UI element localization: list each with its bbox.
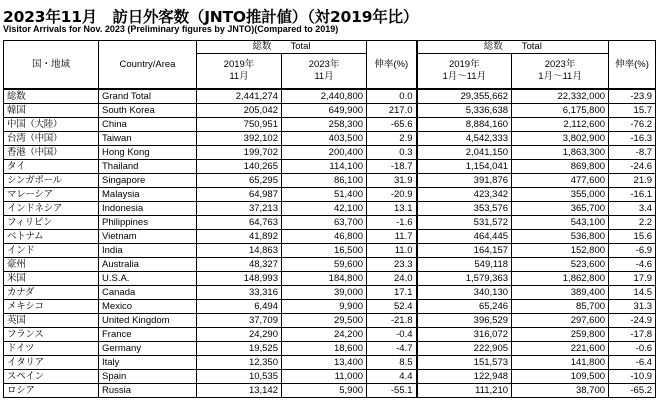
cell-country-en: Vietnam: [99, 230, 197, 244]
table-row: [4, 384, 656, 398]
cell-ytd-2023: 38,700: [512, 384, 609, 398]
cell-country-jp: カナダ: [4, 286, 99, 300]
cell-month-2019: 12,350: [197, 356, 282, 370]
cell-ytd-2023: 297,600: [512, 314, 609, 328]
cell-growth-month: 2.9: [367, 132, 417, 146]
cell-country-jp: フランス: [4, 328, 99, 342]
cell-month-2023: 13,400: [282, 356, 367, 370]
cell-ytd-2023: 85,700: [512, 300, 609, 314]
cell-ytd-2023: 109,500: [512, 370, 609, 384]
table-row: [4, 300, 656, 314]
header-growth-month: 伸率(%): [367, 41, 417, 90]
cell-ytd-2019: 391,876: [417, 174, 512, 188]
cell-growth-ytd: -6.4: [609, 356, 656, 370]
cell-month-2019: 750,951: [197, 118, 282, 132]
cell-growth-month: 0.0: [367, 89, 417, 104]
cell-ytd-2019: 423,342: [417, 188, 512, 202]
cell-month-2019: 19,525: [197, 342, 282, 356]
cell-month-2019: 33,316: [197, 286, 282, 300]
header-ytd-2019: [417, 54, 512, 90]
cell-country-jp: 豪州: [4, 258, 99, 272]
cell-ytd-2019: 164,157: [417, 244, 512, 258]
page-title: 2023年11月 訪日外客数（JNTO推計値）（対2019年比）: [3, 8, 419, 26]
cell-country-jp: タイ: [4, 160, 99, 174]
cell-country-en: Canada: [99, 286, 197, 300]
cell-country-jp: 台湾（中国）: [4, 132, 99, 146]
header-group-month: 総数 Total: [197, 41, 367, 54]
cell-ytd-2019: 4,542,333: [417, 132, 512, 146]
cell-growth-ytd: 15.7: [609, 104, 656, 118]
table-row: [4, 132, 656, 146]
header-month-2023-line1: 2023年: [308, 59, 340, 70]
cell-month-2019: 24,290: [197, 328, 282, 342]
cell-month-2023: 114,100: [282, 160, 367, 174]
cell-country-en: Philippines: [99, 216, 197, 230]
cell-ytd-2019: 2,041,150: [417, 146, 512, 160]
cell-ytd-2023: 1,863,300: [512, 146, 609, 160]
cell-month-2023: 649,900: [282, 104, 367, 118]
cell-growth-ytd: -16.3: [609, 132, 656, 146]
cell-month-2023: 2,440,800: [282, 89, 367, 104]
table-row: [4, 286, 656, 300]
table-row: [4, 160, 656, 174]
cell-month-2023: 24,200: [282, 328, 367, 342]
cell-month-2019: 10,535: [197, 370, 282, 384]
cell-month-2023: 11,000: [282, 370, 367, 384]
table-row: [4, 328, 656, 342]
cell-country-en: Malaysia: [99, 188, 197, 202]
cell-growth-month: 31.9: [367, 174, 417, 188]
cell-month-2019: 37,709: [197, 314, 282, 328]
cell-growth-ytd: -17.8: [609, 328, 656, 342]
cell-country-en: France: [99, 328, 197, 342]
cell-country-en: Taiwan: [99, 132, 197, 146]
cell-month-2023: 39,000: [282, 286, 367, 300]
cell-month-2019: 199,702: [197, 146, 282, 160]
cell-month-2019: 2,441,274: [197, 89, 282, 104]
cell-month-2023: 403,500: [282, 132, 367, 146]
cell-country-jp: 米国: [4, 272, 99, 286]
cell-ytd-2023: 221,600: [512, 342, 609, 356]
table-header: [4, 41, 656, 90]
cell-country-jp: 総数: [4, 89, 99, 104]
cell-growth-month: 0.3: [367, 146, 417, 160]
cell-month-2023: 18,600: [282, 342, 367, 356]
cell-growth-ytd: 14.5: [609, 286, 656, 300]
cell-ytd-2019: 65,246: [417, 300, 512, 314]
header-month-2019-line1: 2019年: [223, 59, 255, 70]
cell-ytd-2023: 355,000: [512, 188, 609, 202]
cell-country-en: Thailand: [99, 160, 197, 174]
cell-month-2019: 37,213: [197, 202, 282, 216]
table-row: [4, 342, 656, 356]
header-month-2019: [197, 54, 282, 90]
cell-ytd-2019: 151,573: [417, 356, 512, 370]
cell-month-2023: 16,500: [282, 244, 367, 258]
table-row: [4, 370, 656, 384]
cell-ytd-2023: 523,600: [512, 258, 609, 272]
cell-month-2019: 41,892: [197, 230, 282, 244]
cell-month-2023: 258,300: [282, 118, 367, 132]
table-row: [4, 146, 656, 160]
cell-growth-month: -1.6: [367, 216, 417, 230]
cell-country-jp: インド: [4, 244, 99, 258]
cell-growth-month: -0.4: [367, 328, 417, 342]
cell-ytd-2023: 22,332,000: [512, 89, 609, 104]
cell-month-2023: 200,400: [282, 146, 367, 160]
cell-month-2019: 65,295: [197, 174, 282, 188]
cell-ytd-2023: 477,600: [512, 174, 609, 188]
cell-growth-month: 52.4: [367, 300, 417, 314]
cell-ytd-2023: 869,800: [512, 160, 609, 174]
table-row: [4, 314, 656, 328]
header-growth-ytd: 伸率(%): [609, 41, 656, 90]
cell-growth-month: 23.3: [367, 258, 417, 272]
header-ytd-2019-line2: 1月～11月: [442, 71, 487, 82]
cell-country-en: Indonesia: [99, 202, 197, 216]
cell-month-2019: 64,987: [197, 188, 282, 202]
cell-month-2019: 140,265: [197, 160, 282, 174]
header-ytd-2023-line2: 1月～11月: [538, 71, 582, 82]
header-group-ytd: 総数 Total: [417, 41, 609, 54]
cell-growth-ytd: -24.6: [609, 160, 656, 174]
cell-ytd-2019: 353,576: [417, 202, 512, 216]
cell-growth-month: -18.7: [367, 160, 417, 174]
cell-month-2023: 42,100: [282, 202, 367, 216]
cell-growth-ytd: 21.9: [609, 174, 656, 188]
cell-country-en: Singapore: [99, 174, 197, 188]
cell-growth-month: -4.7: [367, 342, 417, 356]
cell-growth-ytd: 2.2: [609, 216, 656, 230]
cell-ytd-2019: 340,130: [417, 286, 512, 300]
cell-growth-month: -65.6: [367, 118, 417, 132]
cell-growth-month: -20.9: [367, 188, 417, 202]
cell-ytd-2019: 1,579,363: [417, 272, 512, 286]
cell-growth-month: -55.1: [367, 384, 417, 398]
cell-growth-ytd: -23.9: [609, 89, 656, 104]
cell-country-jp: 香港（中国）: [4, 146, 99, 160]
cell-country-jp: シンガポール: [4, 174, 99, 188]
cell-month-2019: 6,494: [197, 300, 282, 314]
header-country-jp: 国・地域: [4, 41, 99, 90]
cell-ytd-2019: 396,529: [417, 314, 512, 328]
table-row: [4, 230, 656, 244]
cell-growth-ytd: -24.9: [609, 314, 656, 328]
cell-ytd-2023: 141,800: [512, 356, 609, 370]
cell-country-jp: インドネシア: [4, 202, 99, 216]
cell-country-en: Russia: [99, 384, 197, 398]
cell-country-en: Germany: [99, 342, 197, 356]
cell-country-jp: マレーシア: [4, 188, 99, 202]
cell-growth-month: 11.0: [367, 244, 417, 258]
cell-ytd-2023: 536,800: [512, 230, 609, 244]
table-row: [4, 272, 656, 286]
cell-ytd-2023: 389,400: [512, 286, 609, 300]
cell-ytd-2023: 2,112,600: [512, 118, 609, 132]
cell-ytd-2019: 5,336,638: [417, 104, 512, 118]
cell-country-jp: フィリピン: [4, 216, 99, 230]
cell-country-en: India: [99, 244, 197, 258]
header-month-2019-line2: 11月: [229, 71, 249, 82]
cell-growth-ytd: 3.4: [609, 202, 656, 216]
cell-month-2019: 148,993: [197, 272, 282, 286]
header-country-en: Country/Area: [99, 41, 197, 90]
header-ytd-2019-line1: 2019年: [448, 59, 480, 70]
header-ytd-2023-line1: 2023年: [544, 59, 576, 70]
cell-ytd-2019: 549,118: [417, 258, 512, 272]
cell-ytd-2023: 3,802,900: [512, 132, 609, 146]
cell-growth-month: 217.0: [367, 104, 417, 118]
cell-ytd-2019: 531,572: [417, 216, 512, 230]
cell-month-2023: 51,400: [282, 188, 367, 202]
cell-country-jp: ベトナム: [4, 230, 99, 244]
header-month-2023-line2: 11月: [314, 71, 334, 82]
cell-growth-month: 17.1: [367, 286, 417, 300]
cell-growth-month: 11.7: [367, 230, 417, 244]
cell-month-2019: 48,327: [197, 258, 282, 272]
cell-growth-ytd: -65.2: [609, 384, 656, 398]
cell-ytd-2023: 259,800: [512, 328, 609, 342]
cell-month-2023: 5,900: [282, 384, 367, 398]
cell-country-en: U.S.A.: [99, 272, 197, 286]
cell-month-2019: 14,863: [197, 244, 282, 258]
cell-growth-month: 24.0: [367, 272, 417, 286]
cell-country-jp: ドイツ: [4, 342, 99, 356]
cell-growth-month: 8.5: [367, 356, 417, 370]
cell-ytd-2019: 111,210: [417, 384, 512, 398]
cell-ytd-2023: 1,862,800: [512, 272, 609, 286]
table-row: [4, 258, 656, 272]
cell-month-2019: 13,142: [197, 384, 282, 398]
cell-ytd-2019: 8,884,160: [417, 118, 512, 132]
cell-month-2023: 63,700: [282, 216, 367, 230]
cell-growth-ytd: -4.6: [609, 258, 656, 272]
cell-ytd-2019: 122,948: [417, 370, 512, 384]
cell-growth-ytd: -8.7: [609, 146, 656, 160]
table-row: [4, 89, 656, 104]
page-subtitle: Visitor Arrivals for Nov. 2023 (Preliminary figures by JNTO)(Compared to 2019): [3, 24, 339, 34]
cell-ytd-2023: 6,175,800: [512, 104, 609, 118]
table-row: [4, 244, 656, 258]
cell-country-jp: スペイン: [4, 370, 99, 384]
cell-country-en: South Korea: [99, 104, 197, 118]
cell-month-2023: 86,100: [282, 174, 367, 188]
cell-growth-month: 4.4: [367, 370, 417, 384]
cell-country-en: Italy: [99, 356, 197, 370]
cell-growth-ytd: -16.1: [609, 188, 656, 202]
cell-ytd-2019: 29,355,662: [417, 89, 512, 104]
table-row: [4, 356, 656, 370]
cell-ytd-2019: 316,072: [417, 328, 512, 342]
cell-ytd-2019: 222,905: [417, 342, 512, 356]
cell-growth-ytd: 31.3: [609, 300, 656, 314]
cell-month-2019: 205,042: [197, 104, 282, 118]
cell-month-2023: 59,600: [282, 258, 367, 272]
cell-month-2019: 64,763: [197, 216, 282, 230]
table-row: [4, 174, 656, 188]
cell-growth-ytd: 15.6: [609, 230, 656, 244]
cell-ytd-2019: 464,445: [417, 230, 512, 244]
cell-country-jp: メキシコ: [4, 300, 99, 314]
cell-country-jp: ロシア: [4, 384, 99, 398]
table-row: [4, 104, 656, 118]
cell-ytd-2023: 365,700: [512, 202, 609, 216]
table-row: [4, 188, 656, 202]
cell-country-en: Mexico: [99, 300, 197, 314]
table-row: [4, 118, 656, 132]
cell-month-2023: 184,800: [282, 272, 367, 286]
cell-country-jp: 英国: [4, 314, 99, 328]
cell-country-jp: 韓国: [4, 104, 99, 118]
cell-country-jp: イタリア: [4, 356, 99, 370]
cell-country-en: Spain: [99, 370, 197, 384]
header-ytd-2023: [512, 54, 609, 90]
cell-growth-ytd: -76.2: [609, 118, 656, 132]
cell-ytd-2023: 543,100: [512, 216, 609, 230]
visitor-arrivals-table: [3, 40, 656, 398]
cell-country-en: United Kingdom: [99, 314, 197, 328]
table-body: [4, 89, 656, 398]
cell-month-2023: 29,500: [282, 314, 367, 328]
cell-ytd-2019: 1,154,041: [417, 160, 512, 174]
table-row: [4, 202, 656, 216]
cell-country-en: Hong Kong: [99, 146, 197, 160]
cell-growth-ytd: -0.6: [609, 342, 656, 356]
cell-country-en: Grand Total: [99, 89, 197, 104]
cell-country-jp: 中国（大陸）: [4, 118, 99, 132]
cell-growth-ytd: -10.9: [609, 370, 656, 384]
cell-month-2023: 9,900: [282, 300, 367, 314]
cell-country-en: Australia: [99, 258, 197, 272]
cell-ytd-2023: 152,800: [512, 244, 609, 258]
header-month-2023: [282, 54, 367, 90]
cell-country-en: China: [99, 118, 197, 132]
cell-growth-ytd: -6.9: [609, 244, 656, 258]
cell-month-2023: 46,800: [282, 230, 367, 244]
cell-growth-month: -21.8: [367, 314, 417, 328]
cell-month-2019: 392,102: [197, 132, 282, 146]
cell-growth-ytd: 17.9: [609, 272, 656, 286]
table-row: [4, 216, 656, 230]
cell-growth-month: 13.1: [367, 202, 417, 216]
